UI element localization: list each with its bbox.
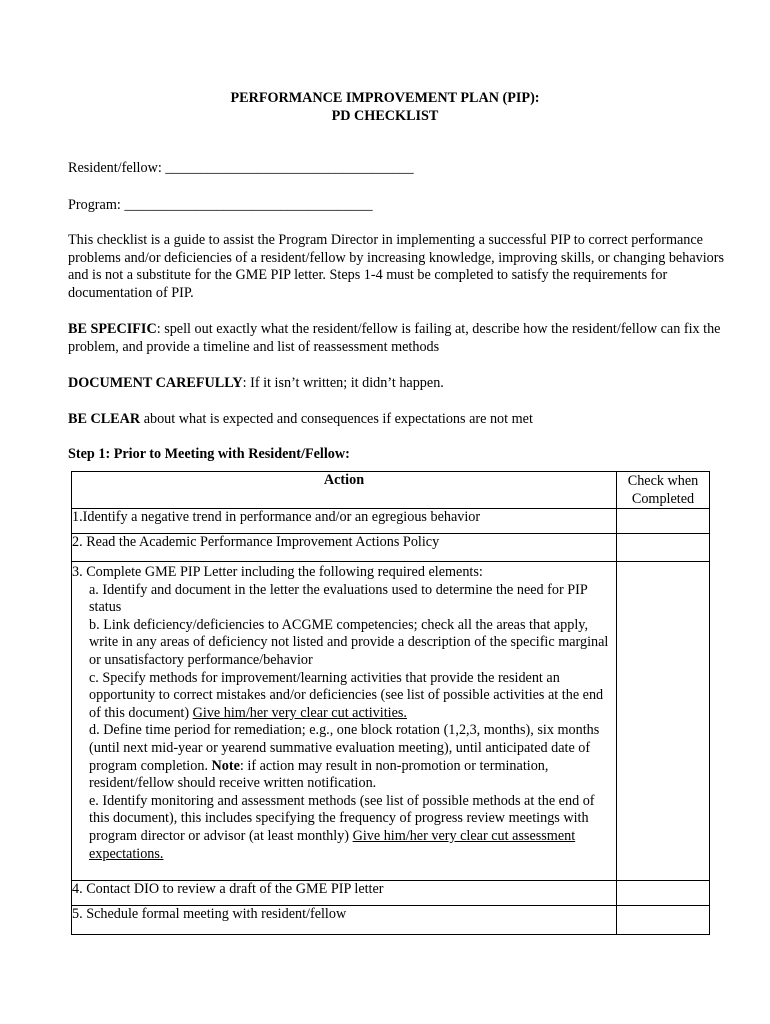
be-clear-label: BE CLEAR	[68, 411, 141, 427]
check-cell-3[interactable]	[617, 562, 710, 881]
row3-item-c	[72, 670, 616, 723]
row3-intro: 3. Complete GME PIP Letter including the following required elements:	[72, 564, 483, 580]
table-header-row	[72, 472, 710, 509]
be-specific-label: BE SPECIFIC	[68, 321, 157, 337]
row3-item-e-text: e. Identify monitoring and assessment methods (see list of possible methods at the end of this document), this includes specifying the frequency of progress review meetings with program director or advisor (at least monthly)	[89, 792, 595, 844]
title-line-1: PERFORMANCE IMPROVEMENT PLAN (PIP):	[230, 90, 540, 106]
table-row	[72, 534, 710, 562]
document-title	[0, 89, 770, 125]
document-carefully-text: : If it isn’t written; it didn’t happen.	[242, 375, 444, 391]
check-completed-column-header	[617, 472, 710, 509]
check-cell-2[interactable]	[617, 534, 710, 562]
row3-item-e-underlined: Give him/her very clear cut assessment expectations.	[89, 827, 576, 862]
program-field: Program: ___________________________________	[68, 197, 373, 213]
action-column-header: Action	[72, 472, 617, 509]
table-row	[72, 906, 710, 935]
action-cell-1: 1.Identify a negative trend in performance and/or an egregious behavior	[72, 509, 617, 534]
document-carefully-label: DOCUMENT CAREFULLY	[68, 375, 243, 391]
intro-paragraph: This checklist is a guide to assist the Program Director in implementing a successful PIP to correct performance problems and/or deficiencies of a resident/fellow by increasing knowledge, improving skills, or changing behaviors and is not a substitute for the GME PIP letter. Steps 1-4 must be completed to satisfy the requirements for documentation of PIP.	[68, 232, 724, 301]
table-row	[72, 509, 710, 534]
action-cell-3	[72, 562, 617, 881]
row3-item-e	[72, 793, 616, 863]
check-cell-1[interactable]	[617, 509, 710, 534]
check-header-line-2: Completed	[631, 491, 695, 507]
be-specific-paragraph	[68, 321, 730, 356]
row3-item-d-note-label: Note	[211, 757, 240, 774]
be-specific-text: : spell out exactly what the resident/fellow is failing at, describe how the resident/fellow can fix the problem, and provide a timeline and list of reassessment methods	[68, 321, 721, 355]
title-line-2: PD CHECKLIST	[331, 108, 439, 124]
resident-fellow-field: Resident/fellow: ___________________________________	[68, 160, 414, 176]
row3-item-d	[72, 722, 616, 792]
be-clear-paragraph	[68, 411, 730, 429]
step-1-checklist-table	[71, 471, 710, 935]
table-row	[72, 562, 710, 881]
check-cell-5[interactable]	[617, 906, 710, 935]
table-row	[72, 881, 710, 906]
action-cell-4: 4. Contact DIO to review a draft of the GME PIP letter	[72, 881, 617, 906]
row3-item-d-note: : if action may result in non-promotion or termination, resident/fellow should receive written notification.	[89, 757, 549, 792]
row3-item-d-text: d. Define time period for remediation; e.g., one block rotation (1,2,3, months), six months (until next mid-year or yearend summative evaluation meeting), until anticipated date of program completion.	[89, 722, 600, 774]
document-carefully-paragraph	[68, 375, 730, 393]
check-cell-4[interactable]	[617, 881, 710, 906]
row3-item-c-text: c. Specify methods for improvement/learning activities that provide the resident an opportunity to correct mistakes and/or deficiencies (see list of possible activities at the end of this document)	[89, 669, 604, 721]
check-header-line-1: Check when	[627, 473, 699, 489]
row3-item-b: b. Link deficiency/deficiencies to ACGME competencies; check all the areas that apply, write in any areas of deficiency not listed and provide a description of the specific marginal or unsatisfactory performance/behavior	[89, 616, 609, 668]
step-1-heading: Step 1: Prior to Meeting with Resident/Fellow:	[68, 446, 350, 462]
be-clear-text: about what is expected and consequences if expectations are not met	[140, 411, 533, 427]
action-cell-2: 2. Read the Academic Performance Improvement Actions Policy	[72, 534, 617, 562]
row3-item-a: a. Identify and document in the letter the evaluations used to determine the need for PIP status	[89, 581, 588, 616]
row3-item-c-underlined: Give him/her very clear cut activities.	[192, 704, 407, 721]
action-cell-5: 5. Schedule formal meeting with resident/fellow	[72, 906, 617, 935]
